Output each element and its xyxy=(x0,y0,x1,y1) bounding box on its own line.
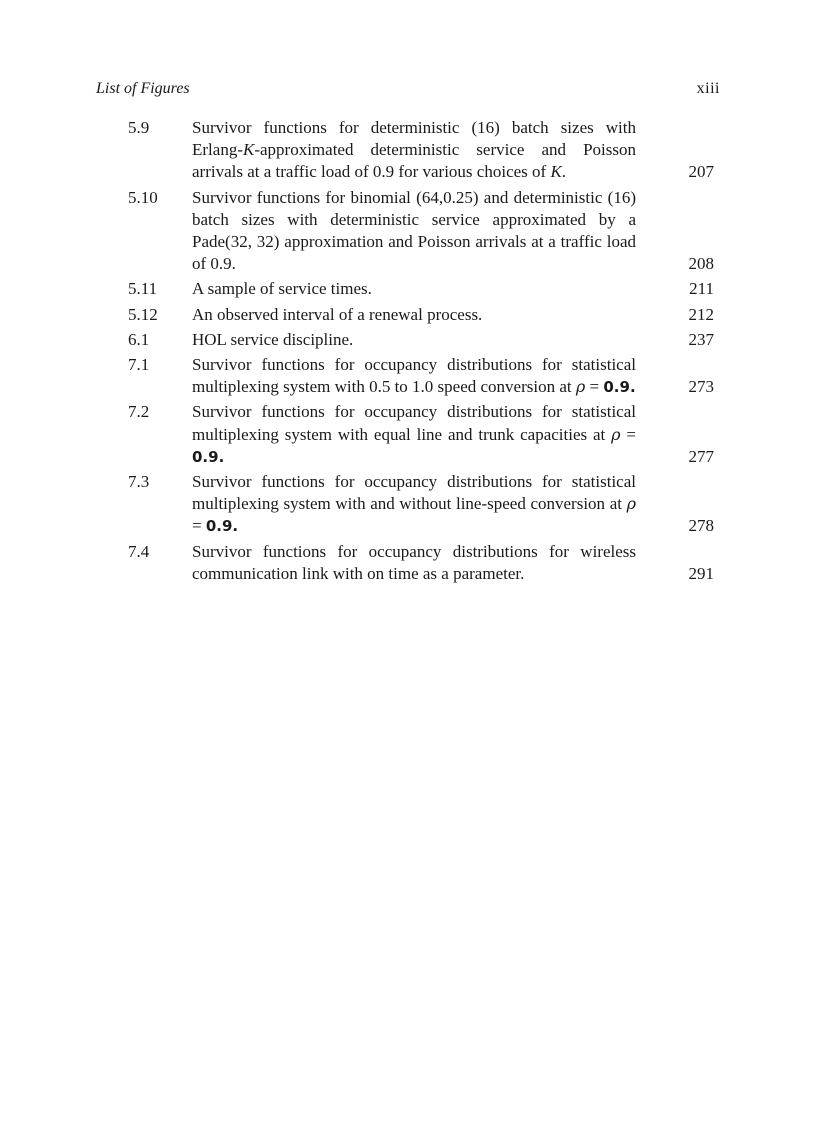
figure-number: 5.11 xyxy=(128,279,158,299)
figure-caption: Survivor functions for occupancy distributions for statistical multiplexing system with 0.5 to 1.0 speed conversion at ρ = 0.9. xyxy=(192,355,636,397)
figure-entry-5-9[interactable] xyxy=(0,117,816,184)
figure-page: 273 xyxy=(688,377,714,397)
figure-number: 7.1 xyxy=(128,355,150,375)
running-title: List of Figures xyxy=(96,80,190,97)
figure-number: 5.9 xyxy=(128,118,150,137)
figure-number: 5.12 xyxy=(128,304,158,324)
figure-caption: A sample of service times. xyxy=(192,279,372,299)
figure-entry-5-12[interactable] xyxy=(0,304,816,326)
rho-symbol: ρ xyxy=(611,424,621,444)
rho-symbol: ρ xyxy=(575,377,586,397)
figure-entry-7-3[interactable] xyxy=(0,471,816,538)
figure-number: 6.1 xyxy=(128,329,150,349)
figure-number: 7.3 xyxy=(128,472,150,492)
figure-entry-7-2[interactable] xyxy=(0,401,816,468)
figure-entry-5-11[interactable] xyxy=(0,278,816,300)
figure-caption: An observed interval of a renewal process. xyxy=(192,304,483,324)
math-value: 0.9. xyxy=(192,447,225,466)
figure-caption: Survivor functions for occupancy distributions for wireless communication link with on time as a parameter. xyxy=(192,541,636,583)
figure-entry-7-4[interactable] xyxy=(0,541,816,585)
figure-list xyxy=(0,117,816,588)
figure-page: 207 xyxy=(688,162,714,182)
math-operator: = xyxy=(620,424,636,444)
figure-caption: Survivor functions for binomial (64,0.25) and deterministic (16) batch sizes with deterministic service approximated by a Pade(32, 32) approximation and Poisson arrivals at a traffic load of 0.9. xyxy=(192,187,636,274)
figure-page: 277 xyxy=(688,446,714,466)
page-number: xiii xyxy=(696,80,720,97)
figure-entry-7-1[interactable] xyxy=(0,354,816,398)
figure-caption: Survivor functions for occupancy distributions for statistical multiplexing system with equal line and trunk capacities at ρ = 0.9. xyxy=(192,402,636,466)
figure-page: 291 xyxy=(688,563,714,583)
figure-caption: Survivor functions for deterministic (16) batch sizes with Erlang-K-approximated deterministic service and Poisson arrivals at a traffic load of 0.9 for various choices of K. xyxy=(192,118,636,182)
figure-caption: Survivor functions for occupancy distributions for statistical multiplexing system with and without line-speed conversion at ρ = 0.9. xyxy=(192,472,637,536)
math-operator: = xyxy=(585,377,604,397)
figure-page: 212 xyxy=(688,304,714,324)
math-operator: = xyxy=(192,516,206,536)
figure-page: 208 xyxy=(688,254,714,274)
math-value: 0.9. xyxy=(205,517,239,536)
figure-page: 237 xyxy=(688,329,714,349)
math-value: 0.9. xyxy=(603,378,636,397)
figure-entry-6-1[interactable] xyxy=(0,329,816,351)
figure-caption: HOL service discipline. xyxy=(192,329,354,349)
figure-page: 211 xyxy=(689,279,714,299)
figure-number: 5.10 xyxy=(128,187,158,207)
rho-symbol: ρ xyxy=(626,494,637,514)
figure-entry-5-10[interactable] xyxy=(0,187,816,276)
figure-page: 278 xyxy=(688,516,714,536)
figure-number: 7.4 xyxy=(128,541,150,561)
figure-number: 7.2 xyxy=(128,402,150,422)
